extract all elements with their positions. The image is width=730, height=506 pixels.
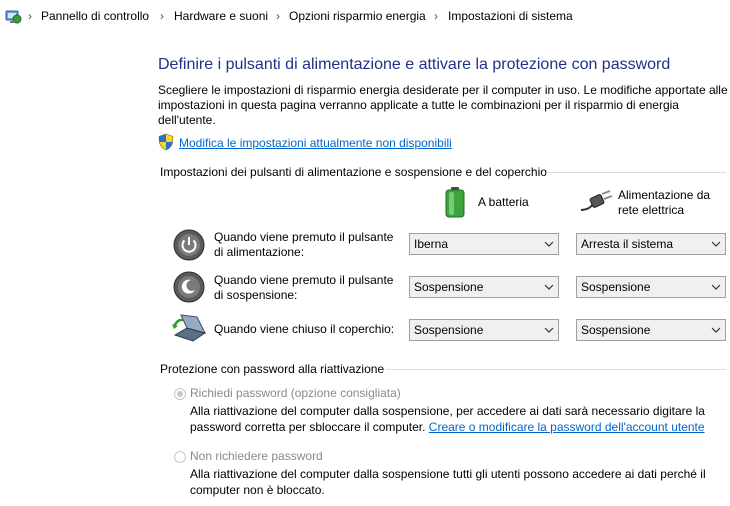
require-password-label: Richiedi password (opzione consigliata) [190, 386, 401, 400]
breadcrumb-item-hardware[interactable]: Hardware e suoni [174, 9, 269, 23]
power-button-icon [173, 229, 205, 261]
no-password-label: Non richiedere password [190, 449, 323, 463]
lid-close-row-label: Quando viene chiuso il coperchio: [214, 322, 395, 336]
control-panel-icon [4, 7, 22, 25]
page-description: Scegliere le impostazioni di risparmio energia desiderate per il computer in uso. Le modifiche apportate alle impostazioni in questa pagina verranno applicate a tutte le combinazioni per il risparmio di energia dell'utente. [158, 83, 728, 127]
battery-icon [444, 186, 466, 218]
select-value: Iberna [414, 237, 449, 251]
power-plug-icon [579, 190, 613, 214]
select-value: Sospensione [581, 323, 651, 337]
breadcrumb-separator: › [28, 9, 32, 23]
require-password-description-text: Alla riattivazione del computer dalla sospensione, per accedere ai dati sarà necessario digitare la password corretta per sbloccare il computer. [190, 404, 705, 434]
breadcrumb-separator: › [160, 9, 164, 23]
chevron-down-icon [544, 325, 554, 335]
lid-close-battery-select[interactable] [409, 319, 559, 341]
laptop-lid-icon [171, 313, 207, 343]
lid-close-plugged-select[interactable] [576, 319, 726, 341]
power-button-battery-select[interactable] [409, 233, 559, 255]
sleep-button-plugged-select[interactable] [576, 276, 726, 298]
buttons-section-title: Impostazioni dei pulsanti di alimentazione e sospensione e del coperchio [160, 165, 547, 179]
change-unavailable-settings-link[interactable]: Modifica le impostazioni attualmente non disponibili [179, 136, 452, 150]
require-password-description [190, 403, 720, 435]
chevron-down-icon [711, 282, 721, 292]
no-password-description: Alla riattivazione del computer dalla sospensione tutti gli utenti possono accedere ai dati perché il computer non è bloccato. [190, 467, 706, 497]
no-password-radio[interactable] [174, 451, 186, 463]
breadcrumb-separator: › [434, 9, 438, 23]
chevron-down-icon [544, 239, 554, 249]
page-title: Definire i pulsanti di alimentazione e attivare la protezione con password [158, 56, 671, 73]
sleep-button-row-label: Quando viene premuto il pulsante di sospensione: [214, 273, 394, 302]
sleep-button-icon [173, 271, 205, 303]
breadcrumb [0, 0, 730, 32]
user-account-password-link[interactable]: Creare o modificare la password dell'account utente [428, 420, 705, 434]
section-divider [548, 172, 726, 173]
select-value: Sospensione [414, 323, 484, 337]
breadcrumb-separator: › [276, 9, 280, 23]
password-section-title: Protezione con password alla riattivazione [160, 362, 385, 376]
breadcrumb-item-system-settings[interactable]: Impostazioni di sistema [448, 9, 573, 23]
chevron-down-icon [711, 325, 721, 335]
sleep-button-battery-select[interactable] [409, 276, 559, 298]
chevron-down-icon [544, 282, 554, 292]
select-value: Arresta il sistema [581, 237, 674, 251]
power-button-row-label: Quando viene premuto il pulsante di alimentazione: [214, 230, 394, 259]
uac-shield-icon [158, 133, 174, 151]
breadcrumb-item-control-panel[interactable]: Pannello di controllo [41, 9, 150, 23]
require-password-radio[interactable] [174, 388, 186, 400]
power-button-plugged-select[interactable] [576, 233, 726, 255]
plugged-in-column-header: Alimentazione da rete elettrica [618, 188, 711, 217]
battery-column-header: A batteria [478, 195, 529, 209]
breadcrumb-item-power-options[interactable]: Opzioni risparmio energia [289, 9, 426, 23]
select-value: Sospensione [581, 280, 651, 294]
section-divider [386, 369, 726, 370]
select-value: Sospensione [414, 280, 484, 294]
chevron-down-icon [711, 239, 721, 249]
